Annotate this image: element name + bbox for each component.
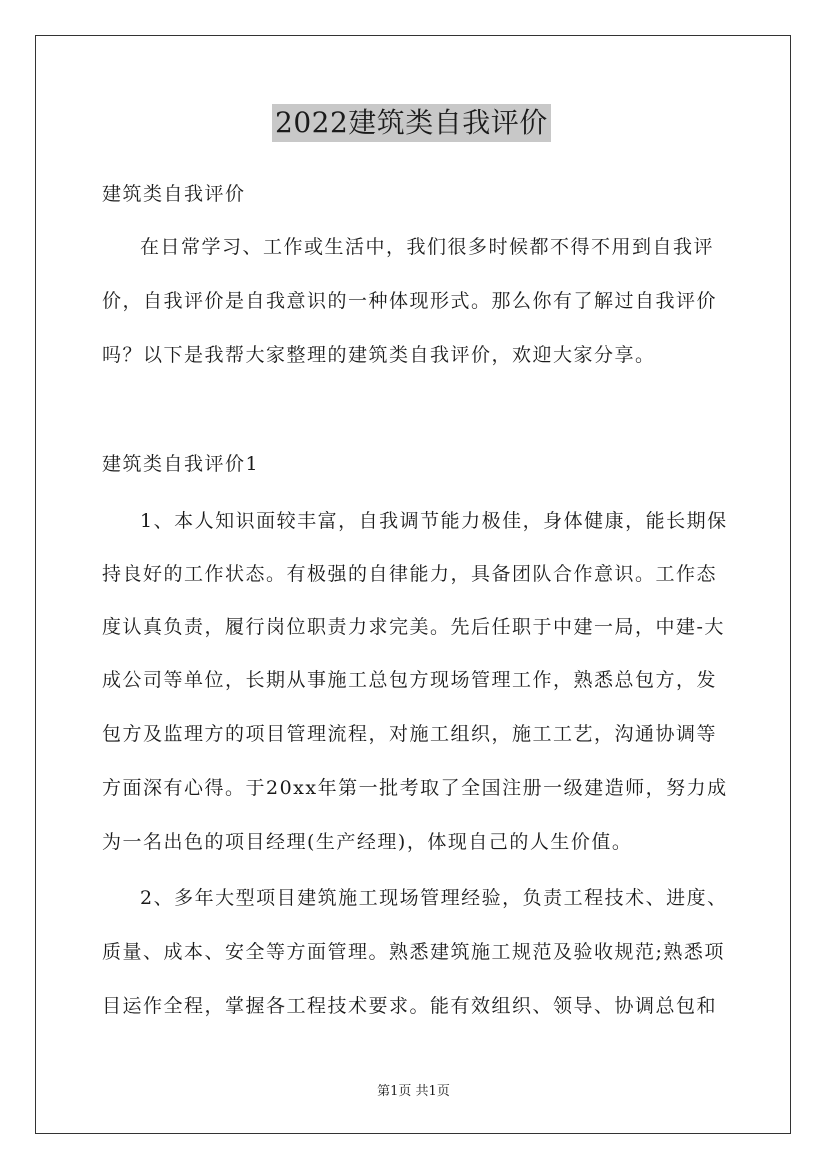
intro-line: 价，自我评价是自我意识的一种体现形式。那么你有了解过自我评价 xyxy=(102,290,718,312)
para1-line: 方面深有心得。于20xx年第一批考取了全国注册一级建造师，努力成 xyxy=(102,777,728,799)
para1-line: 度认真负责，履行岗位职责力求完美。先后任职于中建一局，中建-大 xyxy=(102,616,725,638)
section-heading: 建筑类自我评价1 xyxy=(102,453,260,475)
para1-line: 包方及监理方的项目管理流程，对施工组织，施工工艺，沟通协调等 xyxy=(102,723,718,745)
para1-line: 成公司等单位，长期从事施工总包方现场管理工作，熟悉总包方，发 xyxy=(102,669,718,691)
page-footer: 第1页 共1页 xyxy=(377,1084,450,1099)
document-title: 2022建筑类自我评价 xyxy=(272,104,551,142)
para2-line: 2、多年大型项目建筑施工现场管理经验，负责工程技术、进度、 xyxy=(140,887,728,909)
intro-line: 在日常学习、工作或生活中，我们很多时候都不得不用到自我评 xyxy=(140,236,715,258)
intro-line: 吗？以下是我帮大家整理的建筑类自我评价，欢迎大家分享。 xyxy=(102,344,656,366)
para2-line: 质量、成本、安全等方面管理。熟悉建筑施工规范及验收规范;熟悉项 xyxy=(102,941,725,963)
document-subtitle: 建筑类自我评价 xyxy=(102,183,246,205)
para1-line: 持良好的工作状态。有极强的自律能力，具备团队合作意识。工作态 xyxy=(102,563,718,585)
para1-line: 为一名出色的项目经理(生产经理)，体现自己的人生价值。 xyxy=(102,831,633,853)
para1-line: 1、本人知识面较丰富，自我调节能力极佳，身体健康，能长期保 xyxy=(140,510,728,532)
para2-line: 目运作全程，掌握各工程技术要求。能有效组织、领导、协调总包和 xyxy=(102,995,718,1017)
